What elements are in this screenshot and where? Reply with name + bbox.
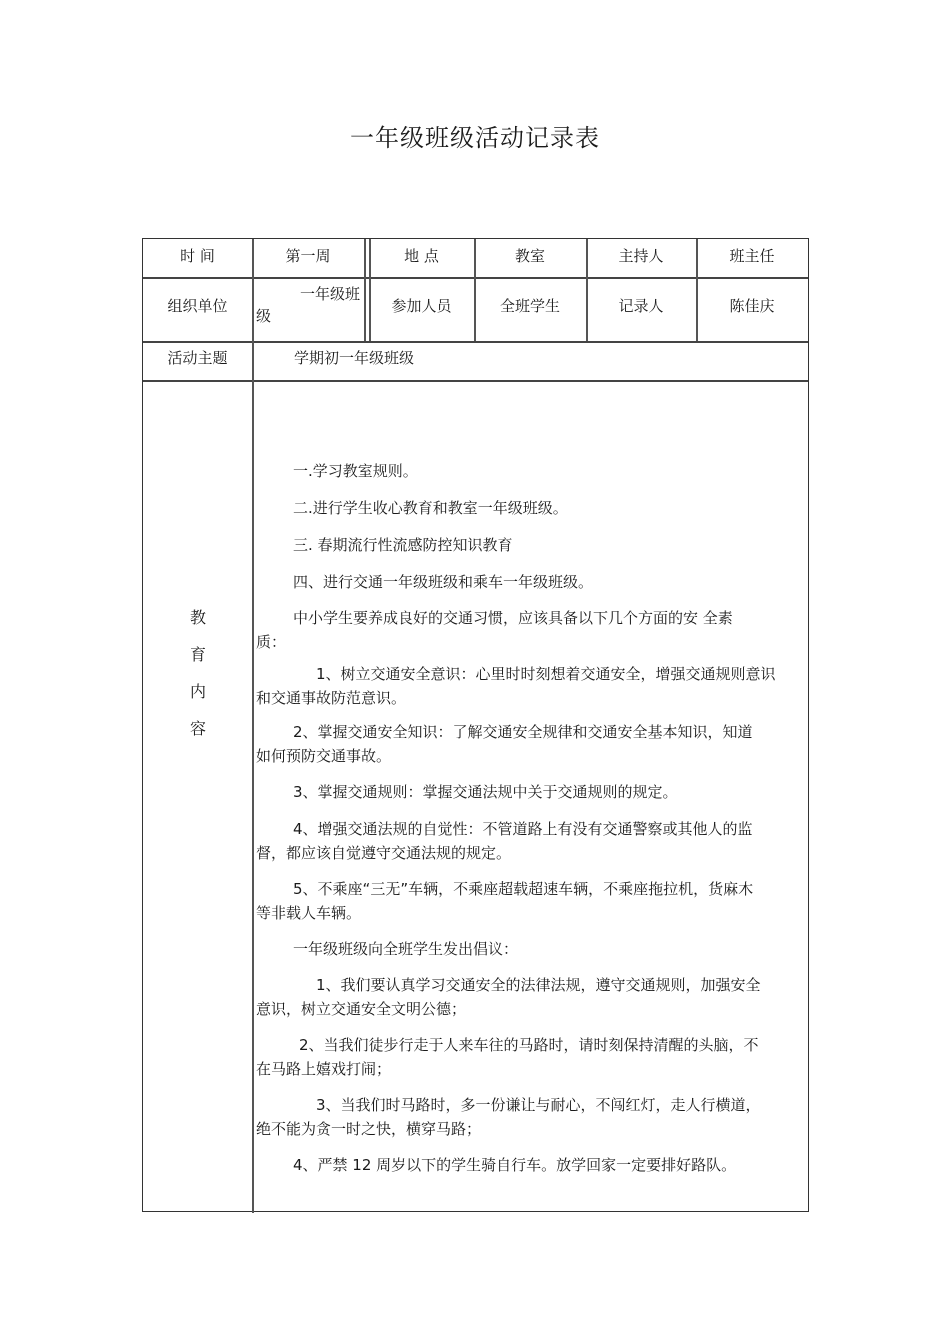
quality-line: 2、掌握交通安全知识：了解交通安全规律和交通安全基本知识，知道: [293, 723, 753, 741]
content-label-char: 教: [189, 608, 206, 627]
proposal-line: 在马路上嬉戏打闹；: [256, 1060, 392, 1078]
content-label: [143, 599, 253, 747]
intro-line: 中小学生要养成良好的交通习惯，应该具备以下几个方面的安 全素: [293, 609, 733, 627]
content-label-char: 容: [189, 719, 206, 738]
quality-item: [256, 662, 808, 710]
education-content: [256, 459, 808, 1177]
page-title: 一年级班级活动记录表: [350, 124, 600, 152]
host-label: 主持人: [618, 247, 664, 265]
activity-record-form: [142, 238, 809, 1212]
theme-value: 学期初一年级班级: [294, 349, 415, 367]
quality-line: 1、树立交通安全意识：心里时时刻想着交通安全，增强交通规则意识: [316, 665, 776, 683]
proposal-item: [256, 1153, 808, 1177]
proposal-item: [256, 973, 808, 1021]
recorder-label: 记录人: [618, 297, 664, 315]
proposal-line: 4、严禁 12 周岁以下的学生骑自行车。放学回家一定要排好路队。: [293, 1156, 737, 1174]
quality-item: [256, 780, 808, 804]
proposal-intro: 一年级班级向全班学生发出倡议：: [293, 940, 519, 958]
quality-line: 4、增强交通法规的自觉性：不管道路上有没有交通警察或其他人的监: [293, 820, 753, 838]
column-divider: [364, 239, 366, 341]
content-label-char: 内: [189, 682, 206, 701]
org-value-line2: 级: [256, 307, 272, 325]
content-item: 三. 春期流行性流感防控知识教育: [293, 536, 513, 554]
place-label: 地 点: [404, 247, 439, 265]
quality-line: 5、不乘座“三无”车辆，不乘座超载超速车辆，不乘座拖拉机，货麻木: [293, 880, 754, 898]
participants-value: 全班学生: [499, 297, 560, 315]
recorder-value: 陈佳庆: [729, 297, 775, 315]
quality-line: 等非载人车辆。: [256, 904, 362, 922]
host-value: 班主任: [729, 247, 775, 265]
proposal-item: [256, 1093, 808, 1141]
quality-item: [256, 877, 808, 925]
proposal-line: 3、当我们时马路时，多一份谦让与耐心，不闯红灯，走人行横道，: [316, 1096, 761, 1114]
content-item: 四、进行交通一年级班级和乘车一年级班级。: [293, 573, 594, 591]
row-divider: [143, 380, 808, 382]
proposal-line: 绝不能为贪一时之快，横穿马路；: [256, 1120, 482, 1138]
participants-label: 参加人员: [391, 297, 452, 315]
intro-line: 质：: [256, 633, 287, 651]
time-value: 第一周: [285, 247, 331, 265]
quality-line: 和交通事故防范意识。: [256, 689, 407, 707]
quality-line: 如何预防交通事故。: [256, 747, 392, 765]
quality-line: 督，都应该自觉遵守交通法规的规定。: [256, 844, 512, 862]
content-item: 一.学习教室规则。: [293, 462, 418, 480]
org-value: [256, 283, 364, 327]
time-label: 时 间: [180, 247, 215, 265]
quality-line: 3、掌握交通规则：掌握交通法规中关于交通规则的规定。: [293, 783, 678, 801]
proposal-line: 2、当我们徒步行走于人来车往的马路时，请时刻保持清醒的头脑，不: [299, 1036, 759, 1054]
proposal-item: [256, 1033, 808, 1081]
proposal-line: 意识，树立交通安全文明公德；: [256, 1000, 467, 1018]
org-label: 组织单位: [167, 297, 228, 315]
quality-item: [256, 817, 808, 865]
content-label-char: 育: [189, 645, 206, 664]
row-divider: [143, 341, 808, 343]
intro-paragraph: [256, 606, 808, 654]
place-value: 教室: [514, 247, 545, 265]
content-item: 二.进行学生收心教育和教室一年级班级。: [293, 499, 568, 517]
proposal-line: 1、我们要认真学习交通安全的法律法规，遵守交通规则，加强安全: [316, 976, 761, 994]
quality-item: [256, 720, 808, 768]
theme-label: 活动主题: [167, 349, 228, 367]
org-value-line1: 一年级班: [299, 285, 360, 303]
